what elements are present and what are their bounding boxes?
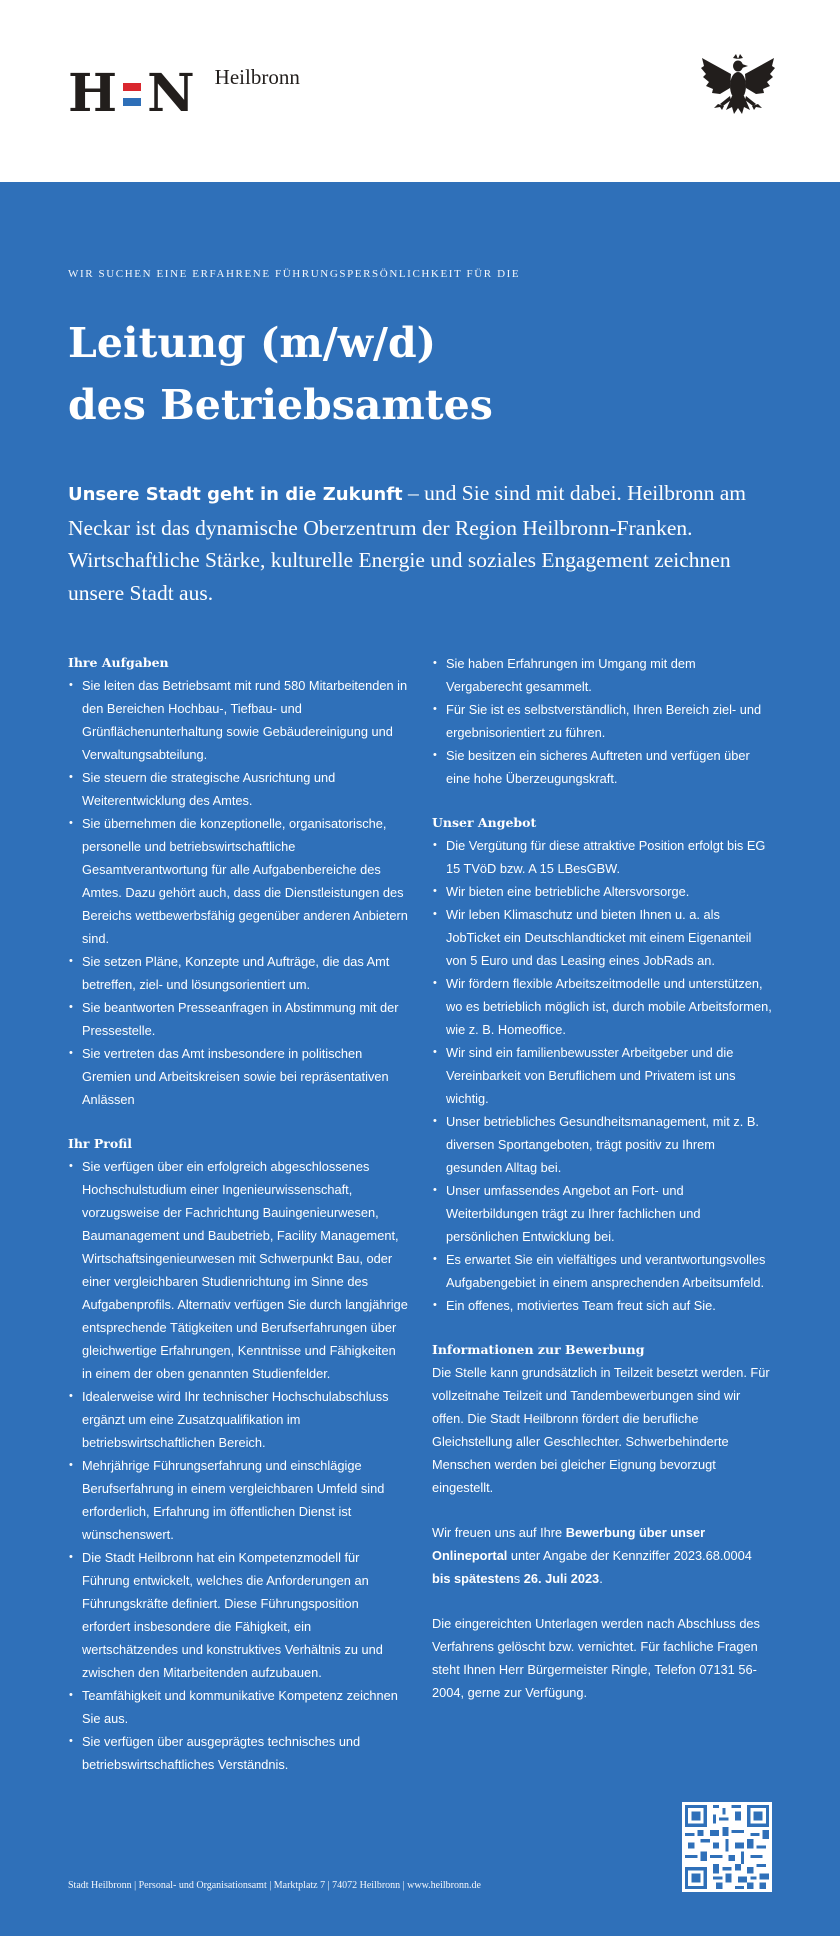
bewerbung-text: Wir freuen uns auf Ihre [432, 1525, 566, 1540]
list-item: • Sie leiten das Betriebsamt mit rund 580 Mitarbeitenden in den Bereichen Hochbau-, Tiefbau- und Grünflächenunterhaltung sowie Gebäudereinigung und Verwaltungsabteilung. [68, 674, 408, 766]
profil-list-continued [432, 652, 772, 790]
list-item: • Für Sie ist es selbstverständlich, Ihren Bereich ziel- und ergebnisorientiert zu führen. [432, 698, 772, 744]
page-title [68, 312, 493, 436]
deadline-date: 26. Juli 2023 [523, 1571, 600, 1586]
list-item: • Wir bieten eine betriebliche Altersvorsorge. [432, 880, 772, 903]
city-logo[interactable] [68, 63, 300, 124]
list-item: • Sie steuern die strategische Ausrichtung und Weiterentwicklung des Amtes. [68, 766, 408, 812]
list-item: • Sie haben Erfahrungen im Umgang mit dem Vergaberecht gesammelt. [432, 652, 772, 698]
profil-list [68, 1155, 408, 1776]
list-item: • Wir sind ein familienbewusster Arbeitgeber und die Vereinbarkeit von Beruflichem und Privatem ist uns wichtig. [432, 1041, 772, 1110]
eagle-crest-icon [700, 52, 776, 128]
list-item: • Sie verfügen über ausgeprägtes technisches und betriebswirtschaftliches Verständnis. [68, 1730, 408, 1776]
spacer [432, 1499, 772, 1521]
spacer [432, 1317, 772, 1339]
title-line-2: des Betriebsamtes [68, 381, 493, 429]
logo-city-name: Heilbronn [214, 65, 300, 89]
angebot-list [432, 834, 772, 1317]
aufgaben-list [68, 674, 408, 1111]
list-item: • Sie setzen Pläne, Konzepte und Aufträge, die das Amt betreffen, ziel- und lösungsorientiert um. [68, 950, 408, 996]
spacer [432, 1590, 772, 1612]
bewerbung-paragraph-1: Die Stelle kann grundsätzlich in Teilzeit besetzt werden. Für vollzeitnahe Teilzeit und Tandembewerbungen sind wir offen. Die Stadt Heilbronn fördert die berufliche Gleichstellung aller Geschlechter. Schwerbehinderte Menschen werden bei gleicher Eignung bevorzugt eingestellt. [432, 1365, 770, 1495]
logo-bar-blue [123, 98, 141, 106]
list-item: • Wir leben Klimaschutz und bieten Ihnen u. a. als JobTicket ein Deutschlandticket mit einem Eigenanteil von 5 Euro und das Leasing eines JobRads an. [432, 903, 772, 972]
logo-mark [68, 63, 195, 124]
intro-lead: Unsere Stadt geht in die Zukunft [68, 484, 403, 505]
list-item: • Sie verfügen über ein erfolgreich abgeschlossenes Hochschulstudium einer Ingenieurwissenschaft, vorzugsweise der Fachrichtung Bauingenieurwesen, Baumanagement und Baubetrieb, Facility Management, Wirtschaftsingenieurwesen mit Schwerpunkt Bau, oder einer vergleichbaren Studienrichtung im Sinne des Aufgabenprofils. Alternativ verfügen Sie durch langjährige entsprechende Tätigkeiten und Berufserfahrungen über gleichwertige Erfahrungen, Kenntnisse und Fähigkeiten in einem der oben genannten Studienfelder. [68, 1155, 408, 1385]
list-item: • Sie übernehmen die konzeptionelle, organisatorische, personelle und betriebswirtschaftliche Gesamtverantwortung für alle Aufgabenbereiche des Amtes. Dazu gehört auch, dass die Dienstleistungen des Bereichs wettbewerbsfähig gegenüber anderen Anbietern sind. [68, 812, 408, 950]
left-column [68, 652, 408, 1776]
logo-letter-n: N [147, 63, 195, 124]
footer-address: Stadt Heilbronn | Personal- und Organisationsamt | Marktplatz 7 | 74072 Heilbronn | www.heilbronn.de [68, 1880, 481, 1891]
list-item: • Sie vertreten das Amt insbesondere in politischen Gremien und Arbeitskreisen sowie bei repräsentativen Anlässen [68, 1042, 408, 1111]
section-title-bewerbung: Informationen zur Bewerbung [432, 1342, 645, 1357]
logo-bars-icon [123, 72, 141, 116]
list-item: • Idealerweise wird Ihr technischer Hochschulabschluss ergänzt um eine Zusatzqualifikation im betriebswirtschaftlichen Bereich. [68, 1385, 408, 1454]
section-title-aufgaben: Ihre Aufgaben [68, 655, 169, 670]
logo-letter-h: H [68, 63, 118, 124]
kicker-text: WIR SUCHEN EINE ERFAHRENE FÜHRUNGSPERSÖNLICHKEIT FÜR DIE [68, 268, 521, 280]
bewerbung-paragraph-2 [432, 1521, 772, 1590]
logo-bar-red [123, 83, 141, 91]
spacer [68, 1111, 408, 1133]
list-item: • Unser betriebliches Gesundheitsmanagement, mit z. B. diversen Sportangeboten, trägt positiv zu Ihrem gesunden Alltag bei. [432, 1110, 772, 1179]
list-item: • Sie besitzen ein sicheres Auftreten und verfügen über eine hohe Überzeugungskraft. [432, 744, 772, 790]
intro-text: – und Sie sind mit dabei. Heilbronn am Neckar ist das dynamische Oberzentrum der Region Heilbronn-Franken. Wirtschaftliche Stärke, kulturelle Energie und soziales Engagement zeichnen unsere Stadt aus. [68, 481, 747, 605]
qr-code-icon[interactable] [682, 1802, 772, 1892]
list-item: • Es erwartet Sie ein vielfältiges und verantwortungsvolles Aufgabengebiet in einem ansprechenden Arbeitsumfeld. [432, 1248, 772, 1294]
section-title-angebot: Unser Angebot [432, 815, 537, 830]
title-line-1: Leitung (m/w/d) [68, 319, 437, 367]
bewerbung-text: . [599, 1571, 603, 1586]
list-item: • Die Stadt Heilbronn hat ein Kompetenzmodell für Führung entwickelt, welches die Anforderungen an Führungskräfte definiert. Diese Führungsposition erfordert insbesondere die Fähigkeit, ein wertschätzendes und konstruktives Verhältnis zu und zwischen den Mitarbeitenden aufzubauen. [68, 1546, 408, 1684]
spacer [432, 790, 772, 812]
intro-paragraph [68, 477, 773, 609]
bewerbung-text: s [513, 1571, 524, 1586]
list-item: • Teamfähigkeit und kommunikative Kompetenz zeichnen Sie aus. [68, 1684, 408, 1730]
right-column [432, 652, 772, 1704]
list-item: • Unser umfassendes Angebot an Fort- und Weiterbildungen trägt zu Ihrer fachlichen und persönlichen Entwicklung bei. [432, 1179, 772, 1248]
online-portal-link[interactable]: Bewerbung über unser Onlineportal [432, 1525, 706, 1563]
header [0, 0, 840, 182]
section-title-profil: Ihr Profil [68, 1136, 133, 1151]
list-item: • Die Vergütung für diese attraktive Position erfolgt bis EG 15 TVöD bzw. A 15 LBesGBW. [432, 834, 772, 880]
list-item: • Wir fördern flexible Arbeitszeitmodelle und unterstützen, wo es betrieblich möglich ist, durch mobile Arbeitsformen, wie z. B. Homeoffice. [432, 972, 772, 1041]
deadline-label: bis spätesten [432, 1571, 514, 1586]
bewerbung-text: unter Angabe der Kennziffer 2023.68.0004 [507, 1548, 752, 1563]
list-item: • Ein offenes, motiviertes Team freut sich auf Sie. [432, 1294, 772, 1317]
list-item: • Sie beantworten Presseanfragen in Abstimmung mit der Pressestelle. [68, 996, 408, 1042]
list-item: • Mehrjährige Führungserfahrung und einschlägige Berufserfahrung in einem vergleichbaren Umfeld sind erforderlich, Erfahrung im öffentlichen Dienst ist wünschenswert. [68, 1454, 408, 1546]
bewerbung-paragraph-3: Die eingereichten Unterlagen werden nach Abschluss des Verfahrens gelöscht bzw. vernichtet. Für fachliche Fragen steht Ihnen Herr Bürgermeister Ringle, Telefon 07131 56-2004, gerne zur Verfügung. [432, 1616, 760, 1700]
